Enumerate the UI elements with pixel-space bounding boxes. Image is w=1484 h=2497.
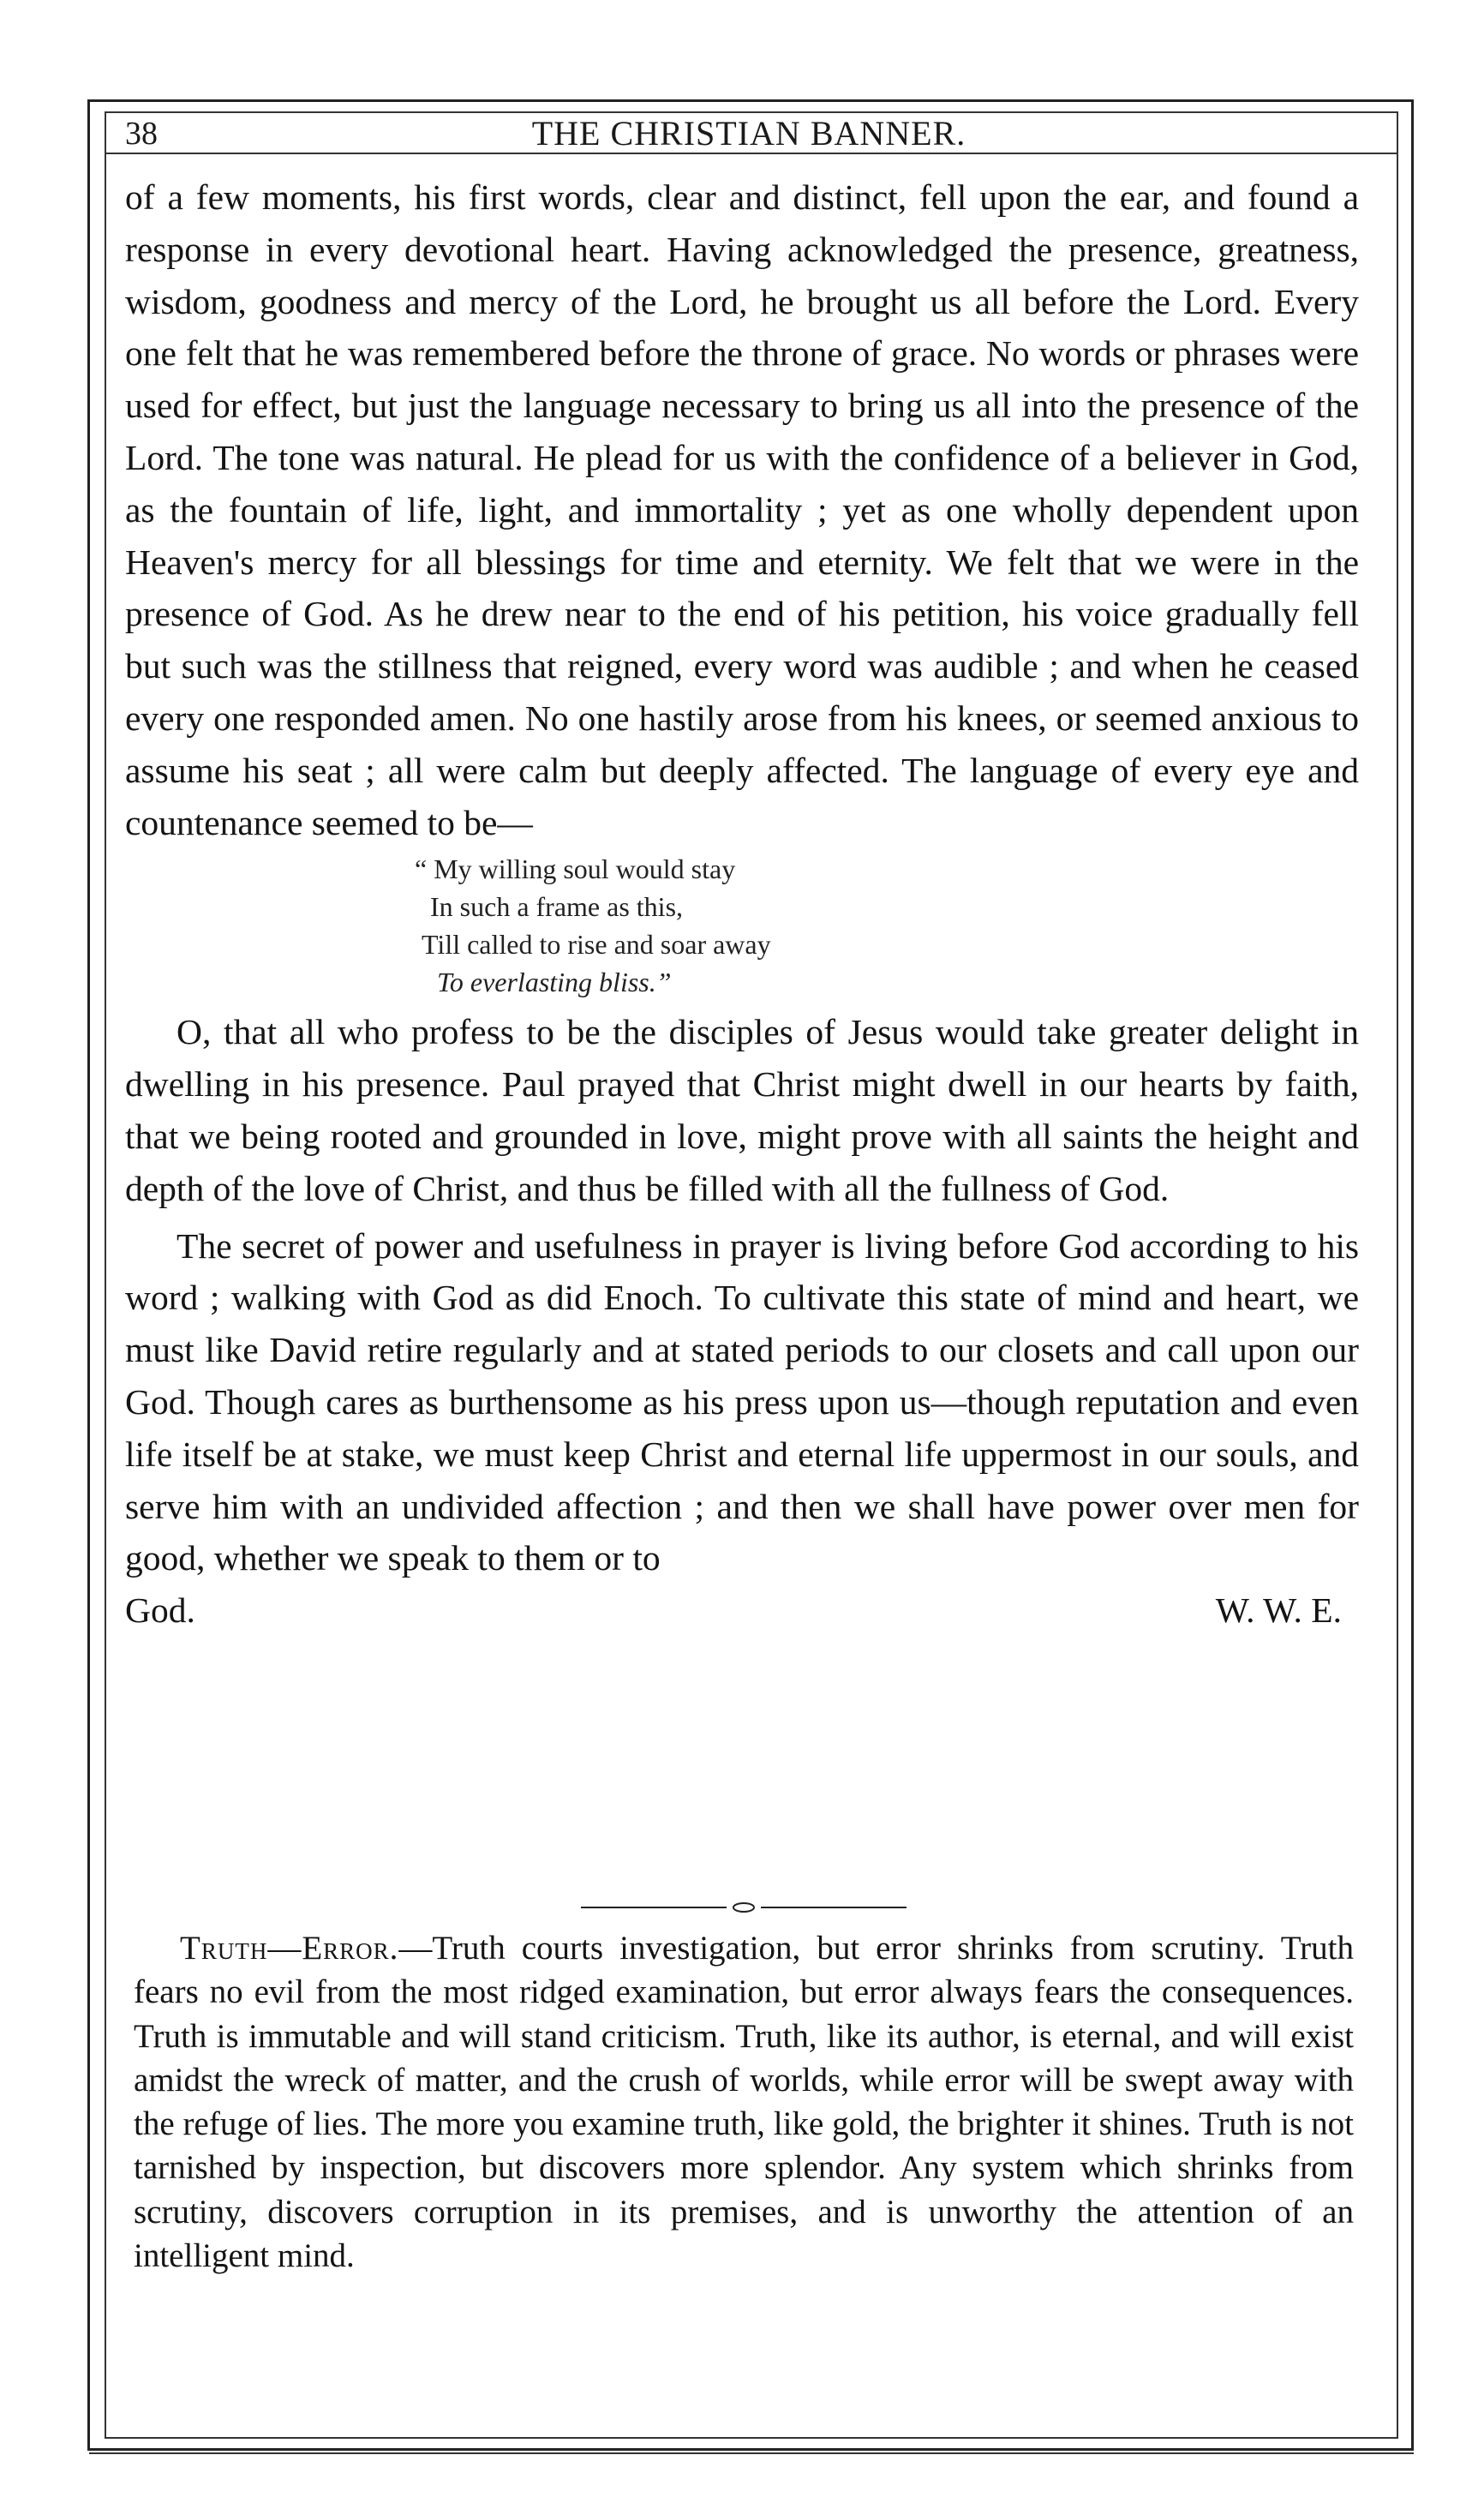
article-heading: Truth—Error. [180, 1930, 399, 1967]
poem-line-1: “ My willing soul would stay [415, 853, 736, 885]
header-rule [106, 153, 1397, 154]
bottom-rule [89, 2452, 1414, 2454]
paragraph-1: of a few moments, his first words, clear and distinct, fell upon the ear, and found a response in every devotional heart. Having acknowledged the presence, greatness, wisdom, goodness and mercy of the Lord, he brought us all before the Lord. Every one felt that he was remembered before the throne of grace. No words or phrases were used for effect, but just the language necessary to bring us all into the presence of the Lord. The tone was natural. He plead for us with the confidence of a believer in God, as the fountain of life, light, and immortality ; yet as one wholly dependent upon Heaven's mercy for all blessings for time and eternity. We felt that we were in the presence of God. As he drew near to the end of his petition, his voice gradually fell but such was the stillness that reigned, every word was audible ; and when he ceased every one responded amen. No one hastily arose from his knees, or seemed anxious to assume his seat ; all were calm but deeply affected. The language of every eye and countenance seemed to be— [125, 177, 1359, 842]
article-prayer [125, 171, 1359, 1634]
page-number: 38 [125, 116, 158, 152]
paragraph-2: O, that all who profess to be the disciples of Jesus would take greater delight in dwelling in his presence. Paul prayed that Christ might dwell in our hearts by faith, that we being rooted and grounded in love, might prove with all saints the height and depth of the love of Christ, and thus be filled with all the fullness of God. [125, 1012, 1359, 1208]
closing-word: God. [125, 1590, 195, 1631]
signature: W. W. E. [1215, 1590, 1342, 1631]
article-body: Truth courts investigation, but error shrinks from scrutiny. Truth fears no evil from the most ridged examination, but error always fears the consequences. Truth is immutable and will stand criticism. Truth, like its author, is eternal, and will exist amidst the wreck of matter, and the crush of worlds, while error will be swept away with the refuge of lies. The more you examine truth, like gold, the brighter it shines. Truth is not tarnished by inspection, but discovers more splendor. Any system which shrinks from scrutiny, discovers corruption in its premises, and is unworthy the attention of an intelligent mind. [134, 1930, 1354, 2275]
poem-line-4: To everlasting bliss.” [437, 967, 672, 998]
heading-dash: — [398, 1930, 433, 1967]
poem-block [125, 848, 1359, 1006]
article-truth-error [134, 1926, 1354, 2278]
poem-line-2: In such a frame as this, [430, 891, 684, 923]
poem-line-3: Till called to rise and soar away [422, 929, 771, 961]
section-separator [581, 1901, 907, 1914]
running-title: THE CHRISTIAN BANNER. [531, 114, 966, 153]
running-head [115, 113, 1383, 151]
truth-error-paragraph [134, 1926, 1354, 2278]
closing-line [125, 1584, 1359, 1634]
paragraph-3: The secret of power and usefulness in prayer is living before God according to his word ; walking with God as did Enoch. To cultivate this state of mind and heart, we must like David retire regularly and at stated periods to our closets and call upon our God. Though cares as burthensome as his press upon us—though reputation and even life itself be at stake, we must keep Christ and eternal life uppermost in our souls, and serve him with an undivided affection ; and then we shall have power over men for good, whether we speak to them or to [125, 1225, 1359, 1578]
